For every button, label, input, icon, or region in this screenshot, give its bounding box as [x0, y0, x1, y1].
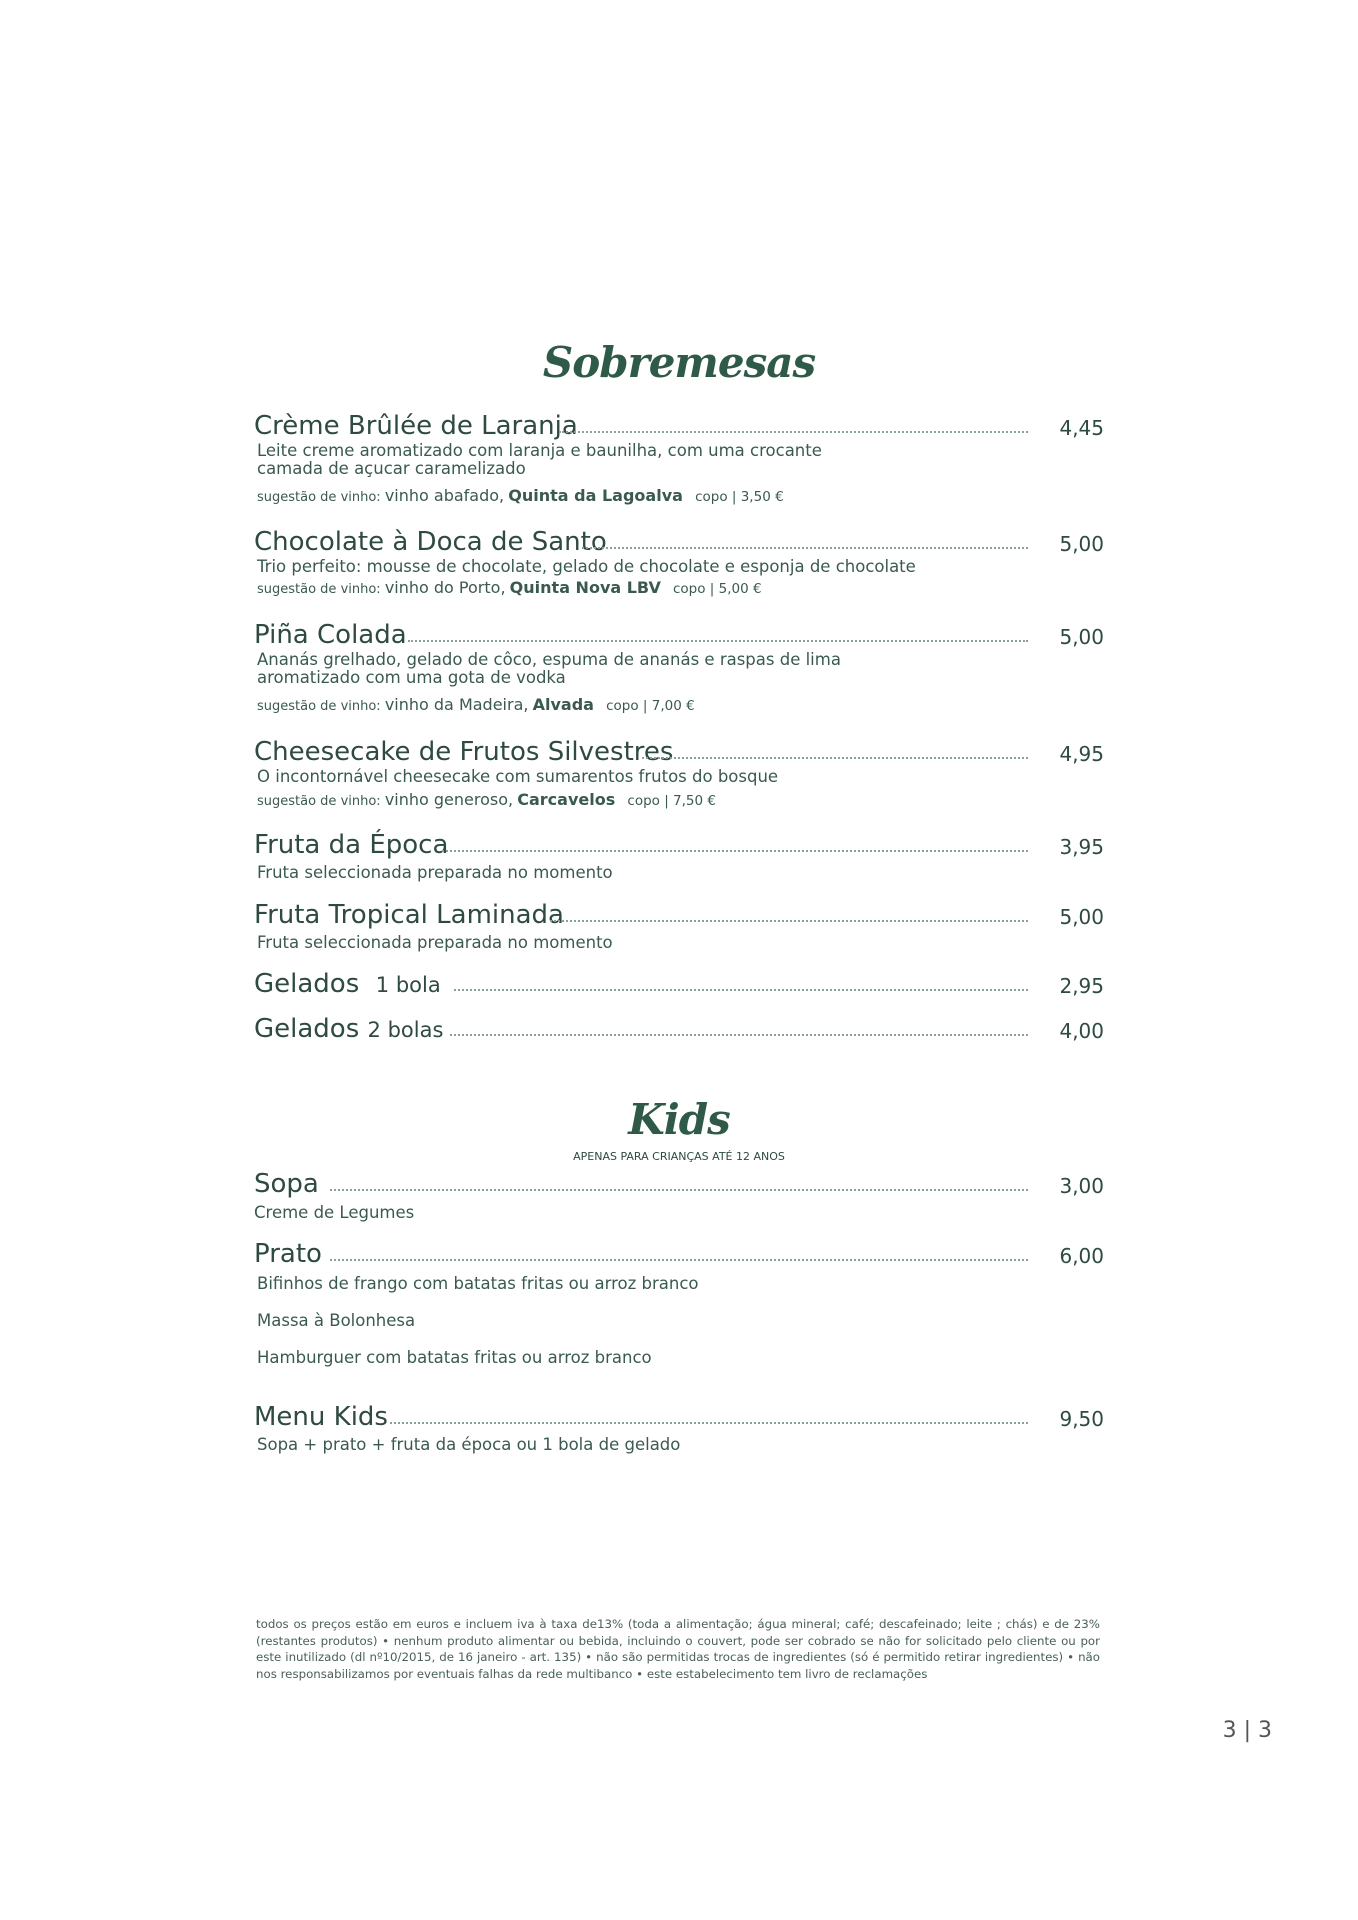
dot-leader [408, 640, 1028, 642]
prato-option: Bifinhos de frango com batatas fritas ou arroz branco [257, 1274, 699, 1293]
wine-suggestion [257, 486, 1104, 505]
wine-glass-price: copo | 3,50 € [695, 489, 784, 505]
item-description: Fruta seleccionada preparada no momento [257, 863, 613, 882]
wine-suggestion [257, 790, 1104, 809]
item-name: Crème Brûlée de Laranja [254, 411, 578, 441]
menu-item-chocolate [254, 526, 1104, 597]
item-name: Menu Kids [254, 1402, 388, 1432]
item-name-main: Gelados [254, 1014, 360, 1044]
wine-producer: Alvada [532, 695, 594, 714]
item-name: Sopa [254, 1169, 319, 1199]
dot-leader [442, 850, 1028, 852]
item-description: Creme de Legumes [254, 1203, 415, 1222]
item-name: Prato [254, 1239, 322, 1269]
kids-title: Kids [628, 1095, 730, 1144]
item-price: 4,45 [1059, 416, 1104, 440]
item-price: 5,00 [1059, 532, 1104, 556]
wine-producer: Quinta da Lagoalva [508, 486, 683, 505]
item-description: Fruta seleccionada preparada no momento [257, 933, 613, 952]
dot-leader [550, 920, 1028, 922]
wine-label: sugestão de vinho: [257, 794, 381, 809]
legal-footer: todos os preços estão em euros e incluem iva à taxa de13% (toda a alimentação; água mineral; café; descafeinado; leite ; chás) e de 23% (restantes produtos) • nenhum produto alimentar ou bebida, incluindo o couvert, pode ser cobrado se não for solicitado pelo cliente ou por este inutilizado (dl nº10/2015, de 16 janeiro - art. 135) • não são permitidas trocas de ingredientes (só é permitido retirar ingredientes) • não nos responsabilizamos por eventuais falhas da rede multibanco • este estabelecimento tem livro de reclamações [256, 1617, 1100, 1681]
wine-label: sugestão de vinho: [257, 699, 381, 714]
page-number: 3 | 3 [1222, 1718, 1272, 1743]
item-name: Fruta Tropical Laminada [254, 900, 564, 930]
wine-suggestion [257, 578, 1104, 597]
wine-label: sugestão de vinho: [257, 582, 381, 597]
wine-name: vinho generoso, [384, 790, 514, 809]
dot-leader [559, 431, 1028, 433]
dot-leader [642, 757, 1028, 759]
item-name: Piña Colada [254, 620, 407, 650]
item-price: 5,00 [1059, 625, 1104, 649]
menu-item-gelados-2 [254, 1013, 1104, 1045]
item-name-main: Gelados [254, 969, 360, 999]
dot-leader [450, 1034, 1028, 1036]
wine-glass-price: copo | 7,00 € [606, 698, 695, 714]
wine-suggestion [257, 695, 1104, 714]
wine-producer: Quinta Nova LBV [509, 578, 661, 597]
item-description-2: aromatizado com uma gota de vodka [257, 668, 566, 687]
item-description: Leite creme aromatizado com laranja e baunilha, com uma crocante [257, 441, 822, 460]
dot-leader [390, 1422, 1028, 1424]
item-name: Fruta da Época [254, 830, 449, 860]
wine-producer: Carcavelos [517, 790, 616, 809]
item-price: 4,00 [1059, 1019, 1104, 1043]
dot-leader [582, 547, 1028, 549]
wine-label: sugestão de vinho: [257, 490, 381, 505]
item-name [254, 968, 441, 1001]
dot-leader [454, 989, 1028, 991]
wine-glass-price: copo | 7,50 € [627, 793, 716, 809]
menu-item-fruta-epoca [254, 829, 1104, 882]
item-price: 3,00 [1059, 1174, 1104, 1198]
item-description-2: camada de açucar caramelizado [257, 459, 526, 478]
kids-item-prato [254, 1238, 1104, 1270]
item-price: 9,50 [1059, 1407, 1104, 1431]
menu-item-pina-colada [254, 619, 1104, 714]
wine-name: vinho do Porto, [384, 578, 506, 597]
item-description: O incontornável cheesecake com sumarentos frutos do bosque [257, 767, 779, 786]
menu-item-cheesecake [254, 736, 1104, 809]
item-price: 5,00 [1059, 905, 1104, 929]
item-price: 6,00 [1059, 1244, 1104, 1268]
item-name: Cheesecake de Frutos Silvestres [254, 737, 674, 767]
wine-name: vinho abafado, [384, 486, 505, 505]
prato-option: Massa à Bolonhesa [257, 1311, 416, 1330]
menu-item-fruta-tropical [254, 899, 1104, 952]
item-description: Ananás grelhado, gelado de côco, espuma de ananás e raspas de lima [257, 650, 841, 669]
item-name-suffix: 1 bola [375, 973, 441, 997]
wine-name: vinho da Madeira, [384, 695, 529, 714]
kids-item-menu-kids [254, 1401, 1104, 1454]
item-name [254, 1013, 443, 1046]
item-name: Chocolate à Doca de Santo [254, 527, 607, 557]
prato-option: Hamburguer com batatas fritas ou arroz branco [257, 1348, 652, 1367]
item-price: 3,95 [1059, 835, 1104, 859]
wine-glass-price: copo | 5,00 € [673, 581, 762, 597]
item-description: Trio perfeito: mousse de chocolate, gelado de chocolate e esponja de chocolate [257, 557, 916, 576]
desserts-title: Sobremesas [542, 338, 816, 387]
kids-subtitle: APENAS PARA CRIANÇAS ATÉ 12 ANOS [573, 1150, 785, 1163]
kids-item-sopa [254, 1168, 1104, 1222]
dot-leader [330, 1189, 1028, 1191]
item-name-suffix: 2 bolas [367, 1018, 444, 1042]
item-description: Sopa + prato + fruta da época ou 1 bola de gelado [257, 1435, 681, 1454]
menu-item-creme-brulee [254, 410, 1104, 505]
dot-leader [330, 1259, 1028, 1261]
item-price: 2,95 [1059, 974, 1104, 998]
menu-item-gelados-1 [254, 968, 1104, 1000]
item-price: 4,95 [1059, 742, 1104, 766]
